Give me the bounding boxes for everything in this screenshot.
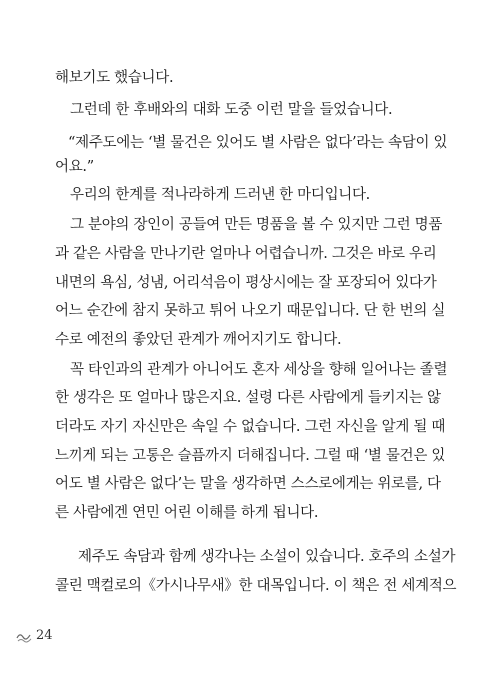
body-line: 어느 순간에 참지 못하고 튀어 나오기 때문입니다. 단 한 번의 실: [55, 303, 446, 319]
body-line: 내면의 욕심, 성냄, 어리석음이 평상시에는 잘 포장되어 있다가: [55, 275, 437, 291]
body-line: “제주도에는 ‘별 물건은 있어도 별 사람은 없다’라는 속담이 있: [68, 135, 448, 151]
body-line: 제주도 속담과 함께 생각나는 소설이 있습니다. 호주의 소설가: [78, 549, 456, 565]
body-line: 해보기도 했습니다.: [55, 70, 174, 86]
body-line: 그런데 한 후배와의 대화 도중 이런 말을 들었습니다.: [70, 102, 393, 118]
body-line: 우리의 한계를 적나라하게 드러낸 한 마디입니다.: [70, 187, 370, 203]
body-line: 과 같은 사람을 만나기란 얼마나 어렵습니까. 그것은 바로 우리: [55, 246, 437, 262]
body-line: 꼭 타인과의 관계가 아니어도 혼자 세상을 향해 일어나는 졸렬: [70, 362, 448, 378]
body-line: 한 생각은 또 얼마나 많은지요. 설령 다른 사람에게 들키지는 않: [55, 390, 441, 406]
body-line: 더라도 자기 자신만은 속일 수 없습니다. 그런 자신을 알게 될 때: [55, 419, 446, 435]
body-line: 른 사람에겐 연민 어린 이해를 하게 됩니다.: [55, 505, 319, 521]
body-line: 수로 예전의 좋았던 관계가 깨어지기도 합니다.: [55, 332, 342, 348]
body-line: 그 분야의 장인이 공들여 만든 명품을 볼 수 있지만 그런 명품: [70, 217, 443, 233]
body-line: 콜린 맥컬로의《가시나무새》한 대목입니다. 이 책은 전 세계적으: [55, 578, 457, 594]
body-line: 어요.”: [55, 159, 94, 175]
body-line: 느끼게 되는 고통은 슬픔까지 더해집니다. 그럴 때 ‘별 물건은 있: [55, 448, 446, 464]
page-number: 24: [36, 628, 53, 643]
body-line: 어도 별 사람은 없다’는 말을 생각하면 스스로에게는 위로를, 다: [55, 476, 441, 492]
wave-ornament-icon: [16, 629, 32, 643]
page-footer: [16, 628, 53, 643]
